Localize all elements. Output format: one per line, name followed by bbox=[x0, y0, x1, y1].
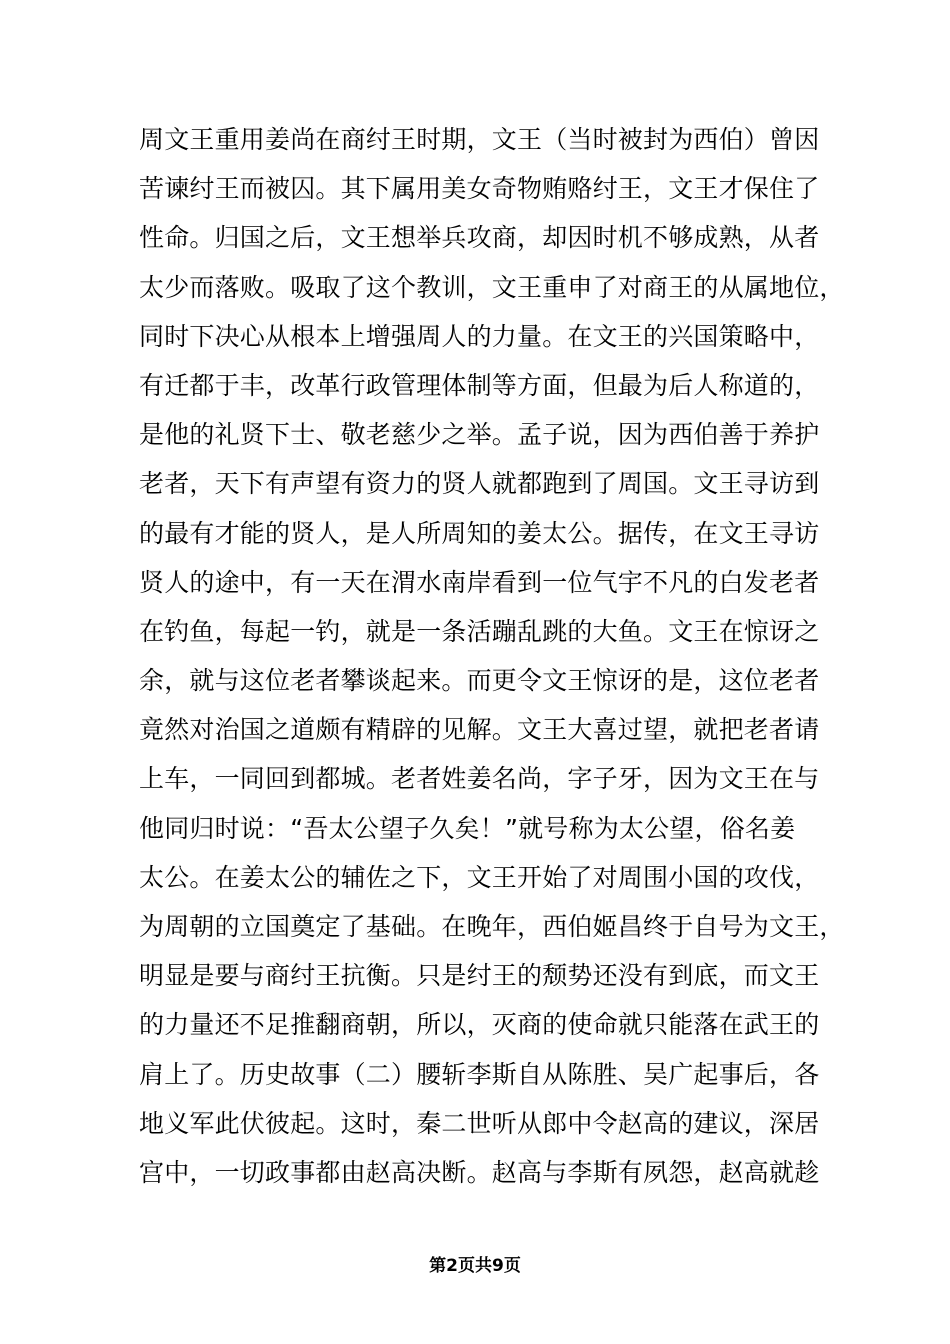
text-line: 的力量还不足推翻商朝，所以，灭商的使命就只能落在武王的 bbox=[139, 1010, 820, 1040]
text-line: 老者，天下有声望有资力的贤人就都跑到了周国。文王寻访到 bbox=[139, 469, 820, 499]
body-text bbox=[139, 115, 845, 1197]
text-line: 太少而落败。吸取了这个教训，文王重申了对商王的从属地位， bbox=[139, 272, 845, 302]
text-line: 余，就与这位老者攀谈起来。而更令文王惊讶的是，这位老者 bbox=[139, 666, 820, 696]
text-line: 有迁都于丰，改革行政管理体制等方面，但最为后人称道的， bbox=[139, 370, 820, 400]
text-line: 太公。在姜太公的辅佐之下，文王开始了对周围小国的攻伐， bbox=[139, 862, 820, 892]
text-line: 地义军此伏彼起。这时，秦二世听从郎中令赵高的建议，深居 bbox=[139, 1108, 820, 1138]
text-line: 肩上了。历史故事（二）腰斩李斯自从陈胜、吴广起事后，各 bbox=[139, 1059, 820, 1089]
text-line: 在钓鱼，每起一钓，就是一条活蹦乱跳的大鱼。文王在惊讶之 bbox=[139, 616, 820, 646]
page-footer: 第2页共9页 bbox=[429, 1256, 521, 1276]
text-line: 竟然对治国之道颇有精辟的见解。文王大喜过望，就把老者请 bbox=[139, 715, 820, 745]
text-line: 为周朝的立国奠定了基础。在晚年，西伯姬昌终于自号为文王， bbox=[139, 912, 845, 941]
text-line: 苦谏纣王而被囚。其下属用美女奇物贿赂纣王，文王才保住了 bbox=[139, 174, 820, 204]
text-line: 周文王重用姜尚在商纣王时期，文王（当时被封为西伯）曾因 bbox=[139, 125, 820, 154]
text-line: 明显是要与商纣王抗衡。只是纣王的颓势还没有到底，而文王 bbox=[139, 961, 820, 991]
text-line: 性命。归国之后，文王想举兵攻商，却因时机不够成熟，从者 bbox=[139, 223, 820, 253]
text-line: 他同归时说：“吾太公望子久矣！”就号称为太公望，俗名姜 bbox=[139, 813, 796, 843]
text-line: 宫中，一切政事都由赵高决断。赵高与李斯有夙怨，赵高就趁 bbox=[139, 1157, 820, 1187]
text-line: 的最有才能的贤人，是人所周知的姜太公。据传，在文王寻访 bbox=[139, 518, 820, 548]
text-line: 上车，一同回到都城。老者姓姜名尚，字子牙，因为文王在与 bbox=[139, 764, 820, 794]
text-line: 贤人的途中，有一天在渭水南岸看到一位气宇不凡的白发老者 bbox=[139, 567, 820, 597]
text-line: 同时下决心从根本上增强周人的力量。在文王的兴国策略中， bbox=[139, 321, 820, 351]
text-line: 是他的礼贤下士、敬老慈少之举。孟子说，因为西伯善于养护 bbox=[139, 420, 820, 450]
